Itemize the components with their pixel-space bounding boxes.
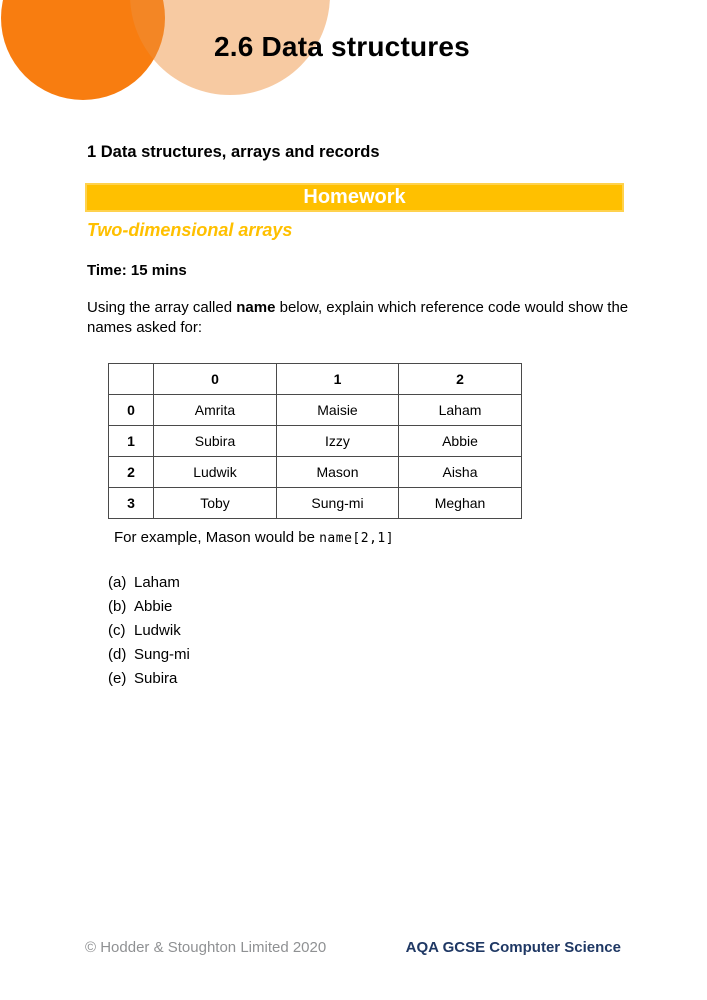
row-header-3: 3 (109, 488, 154, 519)
example-code: name[2,1] (319, 531, 395, 546)
table-corner-cell (109, 364, 154, 395)
list-item (108, 666, 190, 690)
copyright-notice: © Hodder & Stoughton Limited 2020 (85, 939, 327, 956)
table-row (109, 395, 522, 426)
homework-banner-label: Homework (303, 186, 406, 208)
question-text-c: Ludwik (134, 621, 181, 639)
question-marker-c: (c) (108, 621, 126, 639)
list-item (108, 618, 190, 642)
table-row (109, 426, 522, 457)
list-item (108, 570, 190, 594)
table-cell: Meghan (399, 488, 522, 519)
table-cell: Laham (399, 395, 522, 426)
row-header-2: 2 (109, 457, 154, 488)
column-header-0: 0 (154, 364, 277, 395)
instructions-text-before: Using the array called (87, 299, 237, 316)
question-marker-d: (d) (108, 645, 127, 663)
row-header-1: 1 (109, 426, 154, 457)
table-cell: Mason (277, 457, 399, 488)
homework-banner (85, 183, 624, 212)
time-allocation: Time: 15 mins (87, 262, 187, 279)
table-row (109, 457, 522, 488)
question-marker-b: (b) (108, 597, 127, 615)
table-cell: Toby (154, 488, 277, 519)
question-text-d: Sung-mi (134, 645, 190, 663)
question-text-e: Subira (134, 669, 178, 687)
table-header-row (109, 364, 522, 395)
table-cell: Subira (154, 426, 277, 457)
table-row (109, 488, 522, 519)
question-marker-e: (e) (108, 669, 127, 687)
list-item (108, 642, 190, 666)
table-cell: Izzy (277, 426, 399, 457)
table-cell: Amrita (154, 395, 277, 426)
column-header-1: 1 (277, 364, 399, 395)
question-marker-a: (a) (108, 573, 127, 591)
task-instructions (87, 298, 632, 338)
example-line (114, 529, 394, 546)
page-footer (85, 939, 621, 956)
section-heading: 1 Data structures, arrays and records (87, 143, 380, 161)
array-name-emphasis: name (236, 299, 276, 316)
row-header-0: 0 (109, 395, 154, 426)
table-cell: Abbie (399, 426, 522, 457)
column-header-2: 2 (399, 364, 522, 395)
question-text-a: Laham (134, 573, 180, 591)
topic-subheading: Two-dimensional arrays (87, 220, 293, 240)
question-list (108, 570, 190, 690)
example-text: For example, Mason would be (114, 529, 320, 546)
instructions-text-after: below, explain which reference code would show the names asked for: (87, 299, 629, 336)
table-cell: Aisha (399, 457, 522, 488)
page-title: 2.6 Data structures (214, 31, 470, 62)
table-cell: Maisie (277, 395, 399, 426)
table-cell: Ludwik (154, 457, 277, 488)
series-title: AQA GCSE Computer Science (405, 939, 621, 956)
array-table (108, 363, 522, 519)
list-item (108, 594, 190, 618)
table-cell: Sung-mi (277, 488, 399, 519)
question-text-b: Abbie (134, 597, 173, 615)
